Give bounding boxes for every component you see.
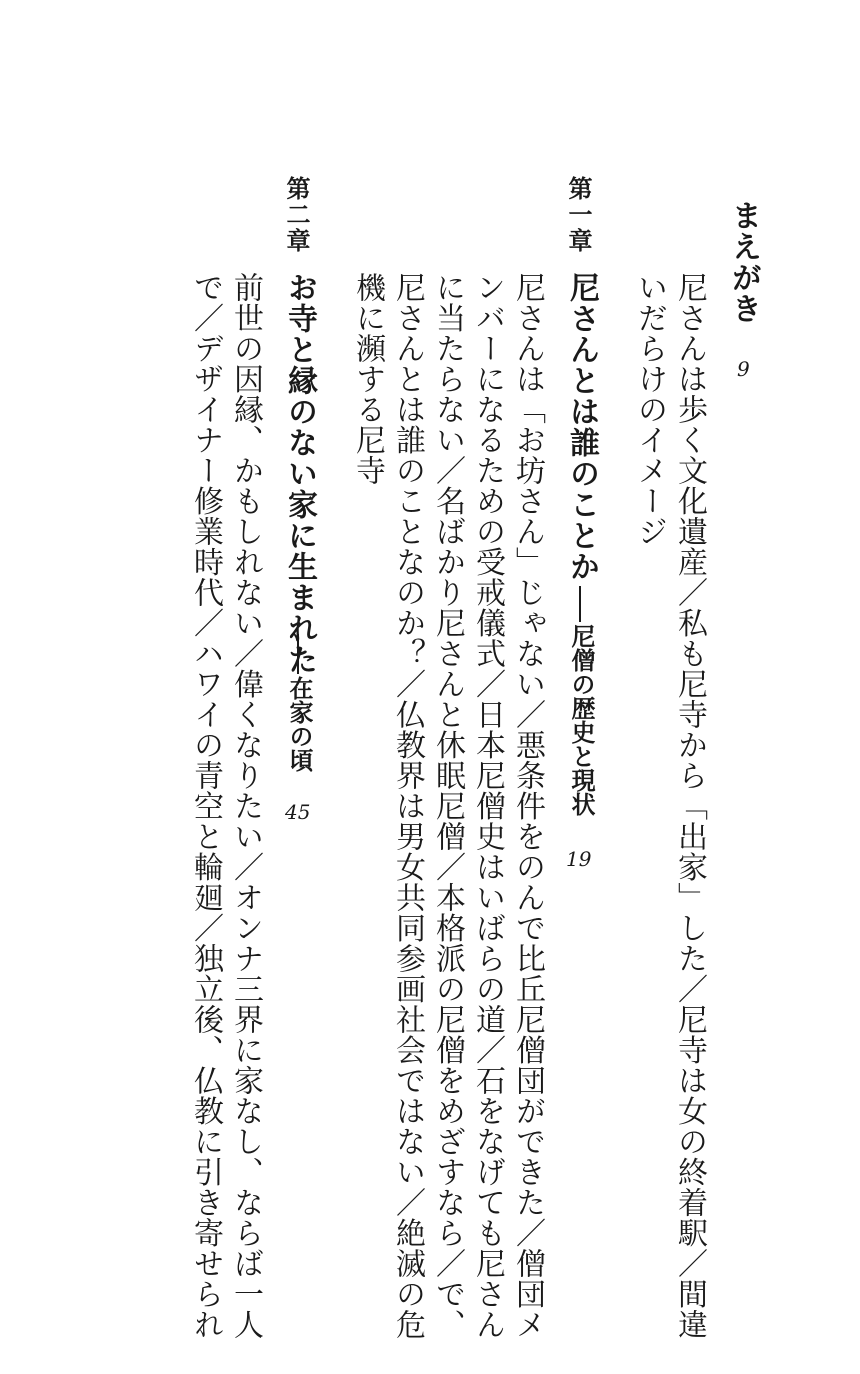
chapter-1-line: 機に瀕する尼寺 <box>350 272 385 486</box>
chapter-2-label: 第二章 <box>282 176 311 254</box>
chapter-1-line: ンバーになるための受戒儀式／日本尼僧史はいばらの道／石をなげても尼さん <box>470 272 505 1340</box>
preface-page-number: 9 <box>737 357 750 381</box>
chapter-2-page-number: 45 <box>285 800 311 824</box>
preface-line: いだらけのイメージ <box>632 272 667 547</box>
preface-line: 尼さんは歩く文化遺産／私も尼寺から「出家」した／尼寺は女の終着駅／間違 <box>672 272 707 1340</box>
chapter-2-title: お寺と縁のない家に生まれた <box>282 272 317 675</box>
chapter-1-line: 尼さんは「お坊さん」じゃない／悪条件をのんで比丘尼僧団ができた／僧団メ <box>510 272 545 1340</box>
chapter-1-line: 尼さんとは誰のことなのか？／仏教界は男女共同参画社会ではない／絶滅の危 <box>390 272 425 1340</box>
chapter-2-subtitle: 在家の頃 <box>285 676 314 772</box>
chapter-1-line: に当たらない／名ばかり尼さんと休眠尼僧／本格派の尼僧をめざすなら／で、 <box>430 272 465 1340</box>
chapter-2-line: で／デザイナー修業時代／ハワイの青空と輪廻／独立後、仏教に引き寄せられ <box>188 272 223 1340</box>
chapter-2-dash <box>297 634 299 674</box>
chapter-1-page-number: 19 <box>566 847 592 871</box>
chapter-1-title: 尼さんとは誰のことか <box>564 272 599 582</box>
chapter-1-label: 第一章 <box>564 176 593 254</box>
chapter-1-dash <box>579 586 583 622</box>
preface-title: まえがき <box>726 200 761 324</box>
chapter-1-subtitle: 尼僧の歴史と現状 <box>567 624 596 816</box>
chapter-2-line: 前世の因縁、かもしれない／偉くなりたい／オンナ三界に家なし、ならば一人 <box>228 272 263 1340</box>
